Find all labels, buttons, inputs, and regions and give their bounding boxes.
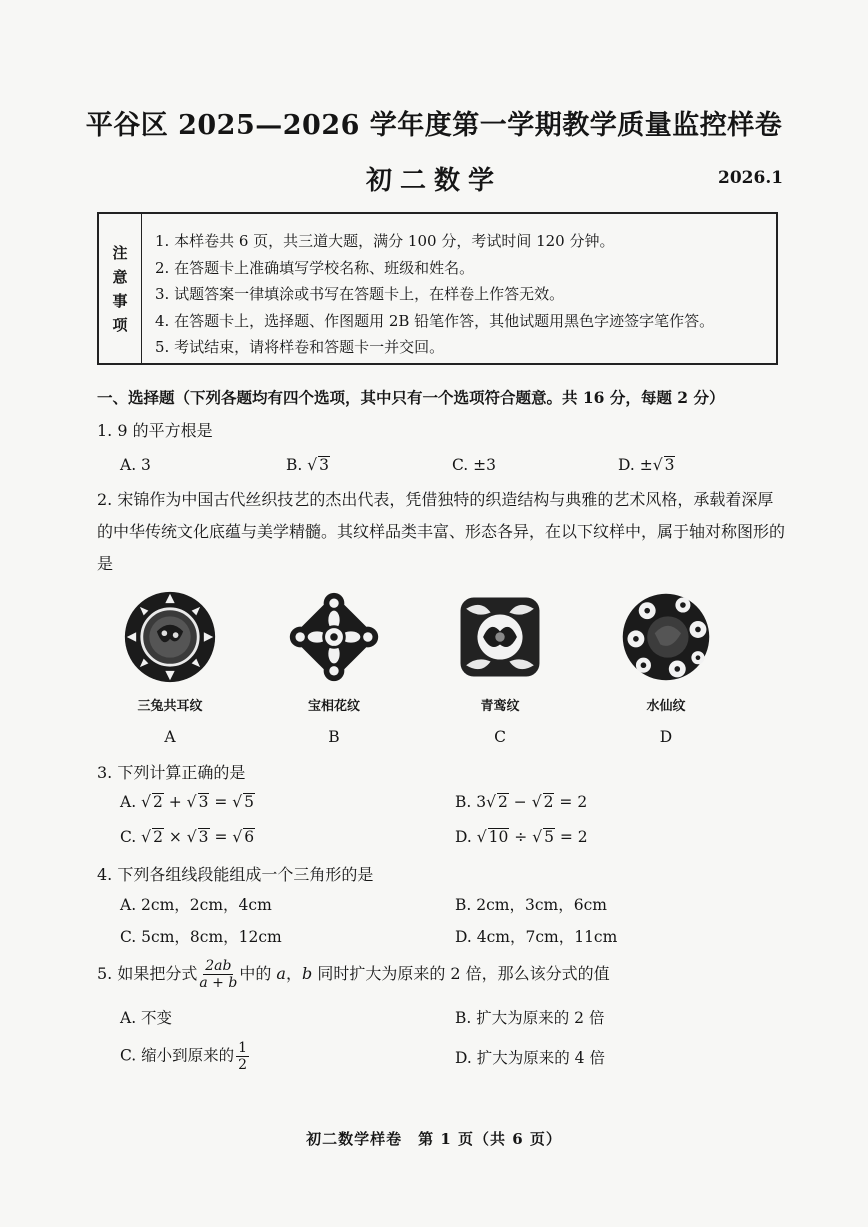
q3-option-b[interactable]: B. 3√ 2 − √ 2 = 2 [455, 793, 588, 811]
q3-stem: 3. 下列计算正确的是 [97, 763, 246, 782]
q5-option-b[interactable]: B. 扩大为原来的 2 倍 [455, 1009, 605, 1027]
radicand: 2 [543, 793, 554, 811]
radicand: 2 [152, 793, 163, 811]
radicand: 5 [544, 828, 554, 846]
q5-stem-text: 5. 如果把分式 [97, 964, 198, 983]
operator: ÷ [509, 828, 533, 846]
pattern-caption: 青鸾纹 [480, 699, 520, 714]
notice-label-char: 事 [112, 291, 128, 310]
pattern-caption: 三兔共耳纹 [137, 699, 203, 714]
q5-option-a[interactable]: A. 不变 [120, 1009, 173, 1027]
equals: = 2 [554, 828, 588, 846]
qingluan-pattern-image [453, 590, 547, 684]
operator: × [163, 828, 187, 846]
notice-label-char: 注 [112, 243, 128, 262]
q1-option-b[interactable]: B. √ 3 [286, 456, 330, 474]
notice-label-char: 意 [112, 267, 128, 286]
option-prefix: C. 缩小到原来的 [120, 1046, 235, 1065]
q1-option-a[interactable]: A. 3 [120, 456, 151, 474]
equals: = [209, 793, 233, 811]
q5-stem-text: 中的 [239, 964, 272, 983]
radicand: 3 [198, 793, 209, 811]
q1-option-c[interactable]: C. ±3 [452, 456, 497, 474]
option-prefix: C. [120, 828, 142, 846]
q1-option-d[interactable]: D. ±√ 3 [618, 456, 675, 474]
pattern-caption: 水仙纹 [646, 699, 686, 714]
baoxiang-flower-pattern-image [287, 590, 381, 684]
option-prefix: B. [286, 456, 308, 474]
q3-option-d[interactable]: D. √ 10 ÷ √ 5 = 2 [455, 828, 588, 846]
option-prefix: D. [455, 828, 477, 846]
notice-box [97, 212, 778, 365]
notice-item: 2. 在答题卡上准确填写学校名称、班级和姓名。 [155, 258, 475, 277]
section-heading: 一、选择题（下列各题均有四个选项，其中只有一个选项符合题意。共 16 分，每题 2 分） [97, 388, 725, 407]
equals: = [209, 828, 233, 846]
radicand: 6 [244, 828, 255, 846]
radicand: 5 [244, 793, 255, 811]
radicand: 10 [488, 828, 509, 846]
page-footer: 初二数学样卷 第 1 页（共 6 页） [306, 1130, 562, 1148]
exam-date: 2026.1 [718, 168, 784, 188]
radicand: 3 [664, 456, 675, 474]
q4-option-c[interactable]: C. 5cm，8cm，12cm [120, 928, 282, 946]
q2-option-b[interactable]: B [328, 728, 340, 746]
fraction-denominator: 2 [238, 1057, 248, 1073]
q3-option-c[interactable]: C. √ 2 × √ 3 = √ 6 [120, 828, 255, 846]
option-prefix: D. ± [618, 456, 653, 474]
notice-item: 3. 试题答案一律填涂或书写在答题卡上，在样卷上作答无效。 [155, 285, 565, 303]
fraction-denominator: a + b [199, 975, 238, 991]
exam-subtitle: 初二数学 [365, 166, 502, 196]
narcissus-pattern-image [619, 590, 713, 684]
notice-item: 5. 考试结束，请将样卷和答题卡一并交回。 [155, 338, 445, 356]
q5-stem-text: 同时扩大为原来的 2 倍，那么该分式的值 [317, 964, 610, 983]
q2-option-c[interactable]: C [494, 728, 506, 746]
pattern-caption: 宝相花纹 [307, 699, 360, 714]
notice-list [155, 228, 714, 361]
fraction-numerator: 2ab [205, 958, 232, 974]
radicand: 3 [319, 456, 330, 474]
q2-option-a[interactable]: A [164, 728, 176, 746]
three-rabbits-pattern-image [123, 590, 217, 684]
fraction-numerator: 1 [238, 1040, 248, 1056]
notice-label [99, 214, 142, 363]
notice-item: 1. 本样卷共 6 页，共三道大题，满分 100 分，考试时间 120 分钟。 [155, 232, 615, 250]
operator: − [508, 793, 532, 811]
q5-option-c[interactable] [120, 1040, 251, 1073]
radicand: 2 [498, 793, 508, 811]
q2-option-d[interactable]: D [659, 728, 673, 746]
radicand: 2 [153, 828, 163, 846]
option-prefix: B. 3 [455, 793, 487, 811]
radicand: 3 [198, 828, 209, 846]
variable: a [276, 964, 286, 983]
option-prefix: A. [120, 793, 142, 811]
q4-option-b[interactable]: B. 2cm，3cm，6cm [455, 896, 607, 914]
q5-option-d[interactable]: D. 扩大为原来的 4 倍 [455, 1049, 605, 1067]
fraction [199, 958, 237, 991]
equals: = 2 [554, 793, 588, 811]
variable: b [301, 964, 313, 983]
exam-title: 平谷区 2025—2026 学年度第一学期教学质量监控样卷 [85, 110, 783, 141]
operator: + [163, 793, 187, 811]
q5-stem-text: ， [285, 964, 302, 983]
q1-stem: 1. 9 的平方根是 [97, 421, 213, 440]
notice-item: 4. 在答题卡上，选择题、作图题用 2B 铅笔作答，其他试题用黑色字迹签字笔作答。 [155, 311, 715, 330]
q5-stem [97, 958, 610, 991]
q4-option-d[interactable]: D. 4cm，7cm，11cm [455, 928, 618, 946]
q3-option-a[interactable]: A. √ 2 + √ 3 = √ 5 [120, 793, 255, 811]
q4-stem: 4. 下列各组线段能组成一个三角形的是 [97, 865, 374, 884]
q2-stem: 2. 宋锦作为中国古代丝织技艺的杰出代表，凭借独特的织造结构与典雅的艺术风格，承载着深厚的中华传统文化底蕴与美学精髓。其纹样品类丰富、形态各异，在以下纹样中，属于轴对称图形的是 [97, 490, 786, 573]
fraction [236, 1040, 249, 1073]
q4-option-a[interactable]: A. 2cm，2cm，4cm [120, 896, 272, 914]
notice-label-char: 项 [112, 315, 128, 334]
